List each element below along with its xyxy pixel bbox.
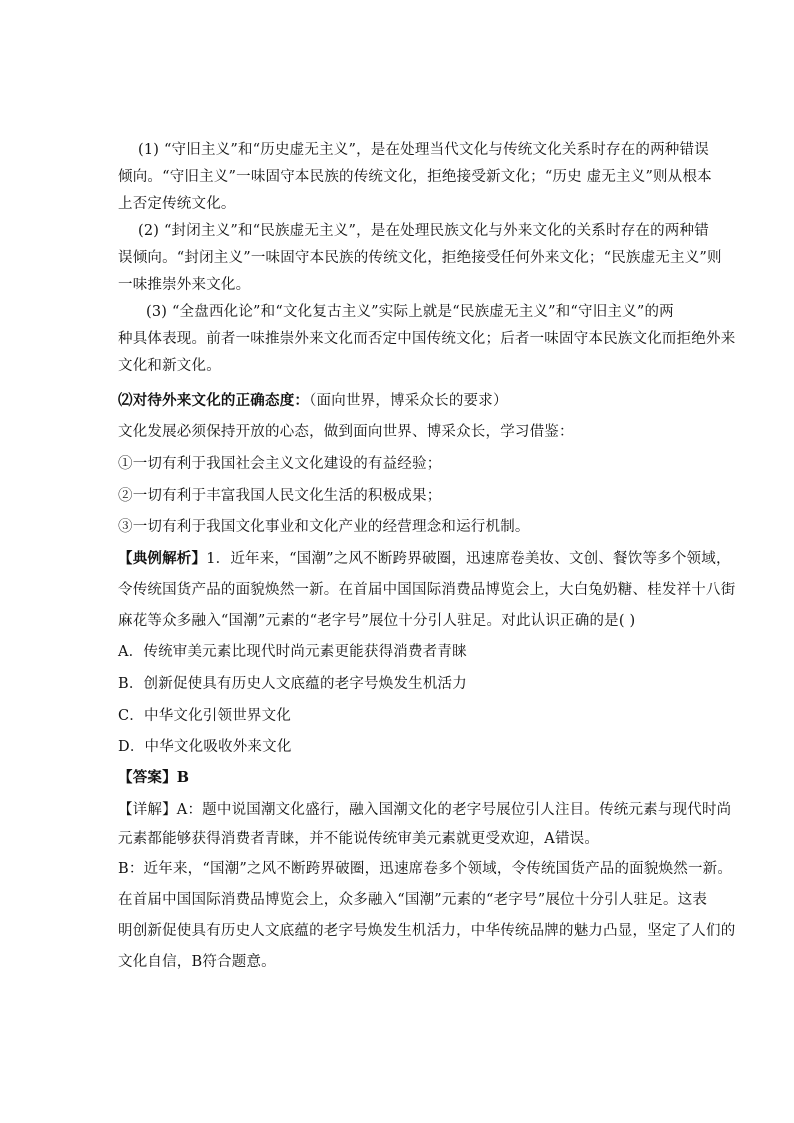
list-item: ①一切有利于我国社会主义文化建设的有益经验； bbox=[118, 456, 442, 472]
paragraph-2-line-3: 一味推崇外来文化。 bbox=[118, 277, 251, 293]
paragraph-1-line-1: (1) “守旧主义”和“历史虚无主义”，是在处理当代文化与传统文化关系时存在的两种错误 bbox=[138, 142, 709, 158]
option-a: A．传统审美元素比现代时尚元素更能获得消费者青睐 bbox=[118, 644, 467, 660]
detail-line-5: 明创新促使具有历史人文底蕴的老字号焕发生机活力，中华传统品牌的魅力凸显，坚定了人们的 bbox=[118, 923, 736, 939]
paragraph-2-line-1: (2) “封闭主义”和“民族虚无主义”，是在处理民族文化与外来文化的关系时存在的两种错 bbox=[138, 223, 709, 239]
section-heading bbox=[118, 391, 698, 411]
intro-text: 文化发展必须保持开放的心态，做到面向世界、博采众长，学习借鉴： bbox=[118, 424, 574, 440]
answer-line: 【答案】B bbox=[118, 769, 190, 786]
paragraph-1-line-3: 上否定传统文化。 bbox=[118, 196, 236, 212]
section-heading-bold: ⑵对待外来文化的正确态度： bbox=[118, 392, 310, 409]
list-item: ③一切有利于我国文化事业和文化产业的经营理念和运行机制。 bbox=[118, 519, 530, 535]
paragraph-2-line-2: 误倾向。“封闭主义”一味固守本民族的传统文化，拒绝接受任何外来文化；“民族虚无主义”则 bbox=[118, 250, 722, 266]
option-d: D．中华文化吸收外来文化 bbox=[118, 739, 292, 755]
detail-line-2: 元素都能够获得消费者青睐，并不能说传统审美元素就更受欢迎，A错误。 bbox=[118, 831, 600, 847]
detail-line-6: 文化自信，B符合题意。 bbox=[118, 954, 276, 970]
paragraph-3-line-1: (3) “全盘西化论”和“文化复古主义”实际上就是“民族虚无主义”和“守旧主义”的两 bbox=[146, 304, 674, 320]
paragraph-3-line-2: 种具体表现。前者一味推崇外来文化而否定中国传统文化；后者一味固守本民族文化而拒绝外来 bbox=[118, 331, 736, 347]
option-b: B．创新促使具有历史人文底蕴的老字号焕发生机活力 bbox=[118, 676, 467, 692]
example-label: 【典例解析】 bbox=[118, 550, 207, 567]
example-question-line-3: 麻花等众多融入“国潮”元素的“老字号”展位十分引人驻足。对此认识正确的是( ) bbox=[118, 613, 636, 629]
paragraph-3-line-3: 文化和新文化。 bbox=[118, 358, 221, 374]
example-question-line-2: 令传统国货产品的面貌焕然一新。在首届中国国际消费品博览会上，大白兔奶糖、桂发祥十八街 bbox=[118, 582, 736, 598]
detail-line-1: 【详解】A：题中说国潮文化盛行，融入国潮文化的老字号展位引人注目。传统元素与现代时尚 bbox=[118, 802, 732, 818]
detail-line-3: B：近年来，“国潮”之风不断跨界破圈，迅速席卷多个领域，令传统国货产品的面貌焕然一新。 bbox=[118, 861, 733, 877]
section-heading-note: （面向世界，博采众长的要求） bbox=[309, 393, 508, 409]
question-text: 1．近年来，“国潮”之风不断跨界破圈，迅速席卷美妆、文创、餐饮等多个领域， bbox=[206, 551, 731, 567]
detail-line-4: 在首届中国国际消费品博览会上，众多融入“国潮”元素的“老字号”展位十分引人驻足。这表 bbox=[118, 892, 708, 908]
example-question-line-1 bbox=[118, 549, 731, 569]
list-item: ②一切有利于丰富我国人民文化生活的积极成果； bbox=[118, 488, 442, 504]
option-c: C．中华文化引领世界文化 bbox=[118, 708, 291, 724]
paragraph-1-line-2: 倾向。“守旧主义”一味固守本民族的传统文化，拒绝接受新文化；“历史 虚无主义”则从根本 bbox=[118, 169, 712, 185]
